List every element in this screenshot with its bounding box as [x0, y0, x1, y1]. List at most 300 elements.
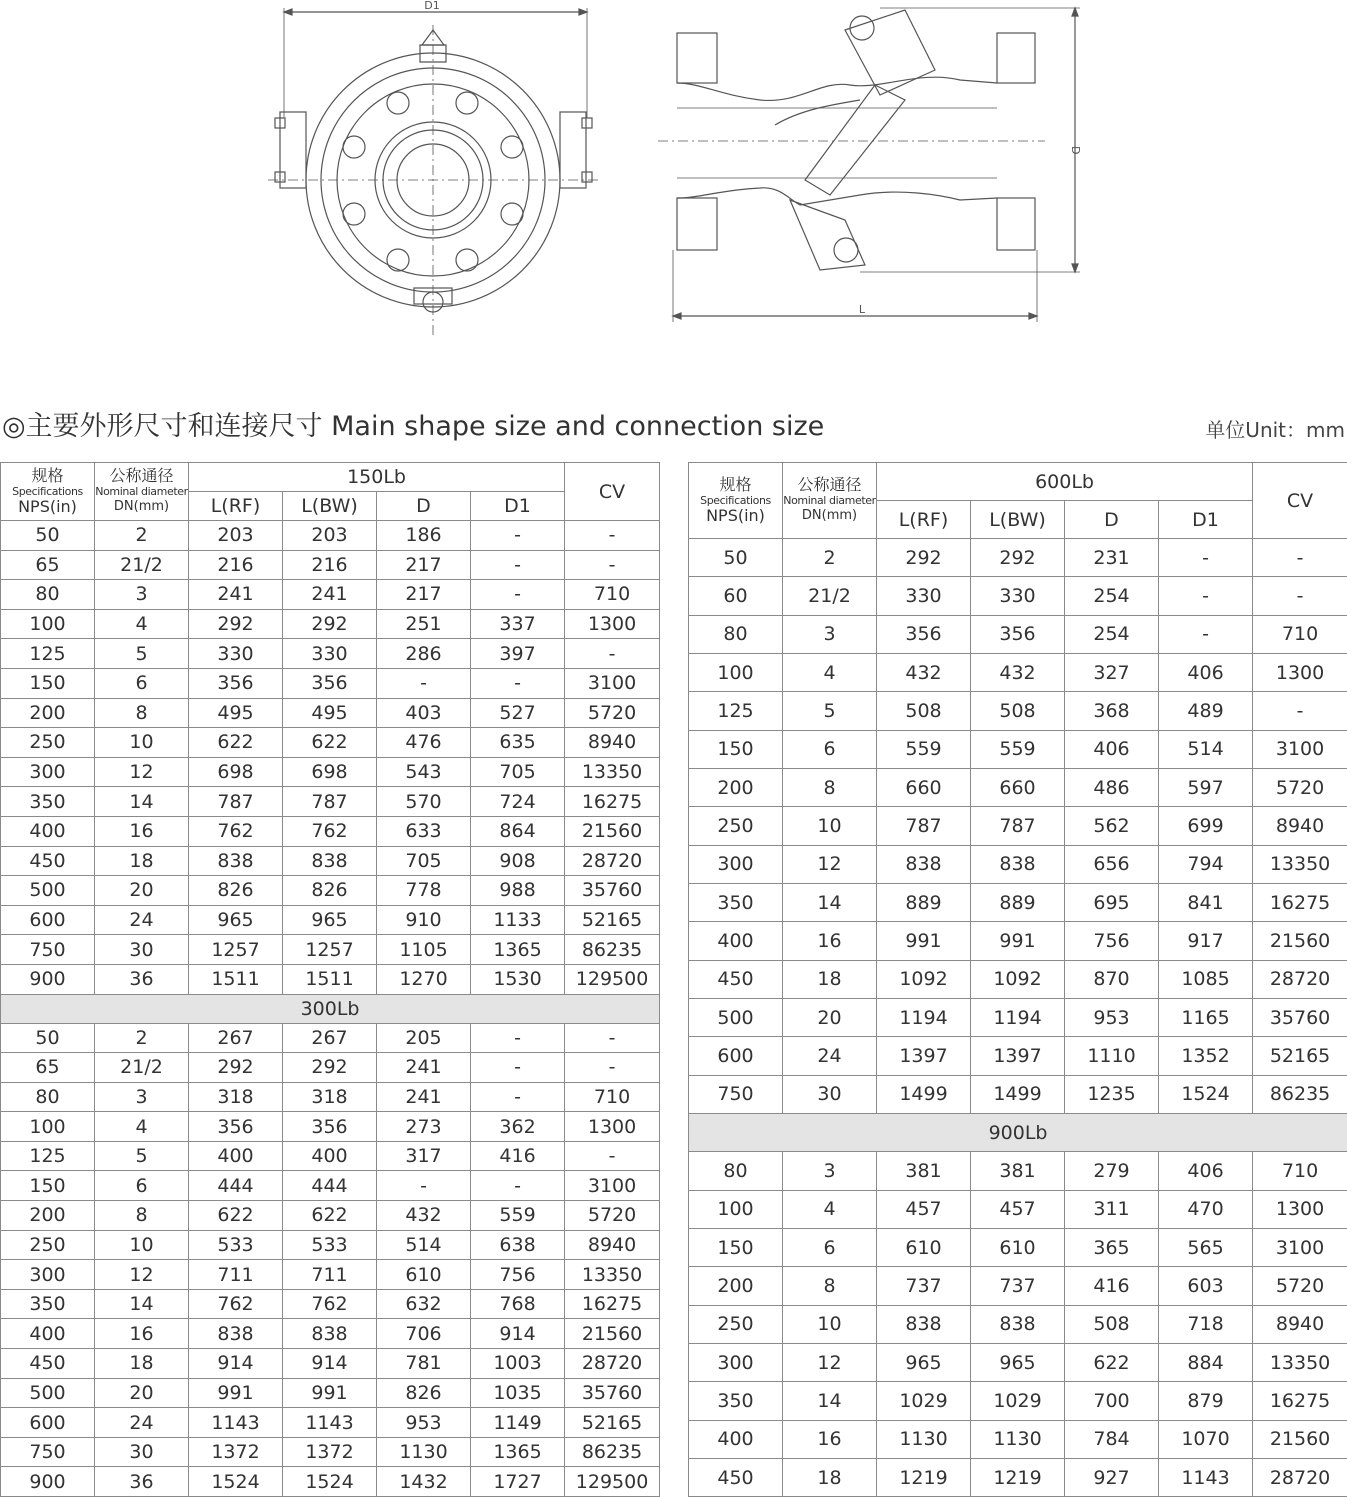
- cell-l-bw: 787: [971, 807, 1065, 845]
- table-row: [689, 922, 1347, 960]
- cell-l-bw: 400: [283, 1141, 377, 1171]
- cell-d1: 884: [1159, 1343, 1253, 1381]
- cell-l-rf: 711: [189, 1260, 283, 1290]
- cell-d: 781: [377, 1349, 471, 1379]
- cell-nps: 600: [689, 1037, 783, 1075]
- cell-cv: -: [565, 1023, 660, 1053]
- table-row: [689, 1458, 1347, 1496]
- cell-d: 1105: [377, 935, 471, 965]
- cell-dn: 21/2: [95, 550, 189, 580]
- cell-d1: 1365: [471, 1437, 565, 1467]
- cell-nps: 500: [1, 1378, 95, 1408]
- cell-dn: 30: [95, 935, 189, 965]
- cell-d1: 1727: [471, 1467, 565, 1497]
- cell-nps: 100: [1, 1112, 95, 1142]
- cell-dn: 12: [783, 845, 877, 883]
- cell-nps: 450: [1, 1349, 95, 1379]
- cell-nps: 150: [689, 730, 783, 768]
- cell-l-rf: 356: [189, 668, 283, 698]
- table-row: [1, 521, 660, 551]
- cell-l-bw: 1143: [283, 1408, 377, 1438]
- cell-cv: 710: [565, 580, 660, 610]
- cell-dn: 21/2: [95, 1053, 189, 1083]
- cell-cv: 28720: [565, 1349, 660, 1379]
- cell-d: 778: [377, 876, 471, 906]
- cell-cv: 129500: [565, 964, 660, 994]
- cell-d: 279: [1065, 1152, 1159, 1190]
- cell-nps: 300: [1, 757, 95, 787]
- table-row: [689, 1190, 1347, 1228]
- cell-l-rf: 267: [189, 1023, 283, 1053]
- cell-dn: 10: [95, 1230, 189, 1260]
- cell-l-bw: 698: [283, 757, 377, 787]
- cell-dn: 36: [95, 1467, 189, 1497]
- cell-d: 633: [377, 816, 471, 846]
- cell-l-rf: 203: [189, 521, 283, 551]
- cell-nps: 400: [1, 816, 95, 846]
- cell-cv: 35760: [565, 876, 660, 906]
- cell-cv: 21560: [565, 816, 660, 846]
- table-row: [1, 816, 660, 846]
- cell-d: 1432: [377, 1467, 471, 1497]
- cell-cv: 5720: [1253, 1267, 1347, 1305]
- cell-l-rf: 698: [189, 757, 283, 787]
- cell-d: 432: [377, 1201, 471, 1231]
- table-row: [689, 1037, 1347, 1075]
- cell-d1: -: [1159, 615, 1253, 653]
- cell-d1: -: [471, 1171, 565, 1201]
- cell-l-rf: 1219: [877, 1458, 971, 1496]
- cell-d: 251: [377, 609, 471, 639]
- cell-dn: 30: [95, 1437, 189, 1467]
- cell-d1: -: [471, 550, 565, 580]
- cell-d1: 756: [471, 1260, 565, 1290]
- cell-dn: 6: [783, 730, 877, 768]
- table-row: [689, 654, 1347, 692]
- table-row: [1, 580, 660, 610]
- cell-d1: 699: [1159, 807, 1253, 845]
- table-row: [689, 615, 1347, 653]
- cell-l-bw: 356: [283, 1112, 377, 1142]
- table-row: [1, 1082, 660, 1112]
- table-row: [689, 539, 1347, 577]
- cell-cv: 28720: [1253, 960, 1347, 998]
- cell-l-bw: 1511: [283, 964, 377, 994]
- cell-l-bw: 1257: [283, 935, 377, 965]
- front-view-drawing: [268, 0, 602, 335]
- cell-d: 254: [1065, 615, 1159, 653]
- cell-l-bw: 432: [971, 654, 1065, 692]
- cell-l-rf: 533: [189, 1230, 283, 1260]
- cell-d: 927: [1065, 1458, 1159, 1496]
- cell-l-rf: 356: [189, 1112, 283, 1142]
- cell-nps: 300: [689, 1343, 783, 1381]
- cell-d: 632: [377, 1289, 471, 1319]
- cell-l-rf: 991: [877, 922, 971, 960]
- cell-l-rf: 787: [189, 787, 283, 817]
- cell-d1: 1352: [1159, 1037, 1253, 1075]
- cell-l-bw: 559: [971, 730, 1065, 768]
- cell-d: 656: [1065, 845, 1159, 883]
- cell-dn: 4: [95, 609, 189, 639]
- cell-l-rf: 787: [877, 807, 971, 845]
- cell-l-bw: 292: [283, 609, 377, 639]
- cell-l-rf: 762: [189, 816, 283, 846]
- cell-d1: 1165: [1159, 999, 1253, 1037]
- cell-nps: 450: [689, 960, 783, 998]
- cell-d: 217: [377, 550, 471, 580]
- cell-d1: -: [471, 580, 565, 610]
- cell-nps: 250: [689, 1305, 783, 1343]
- cell-d: 1235: [1065, 1075, 1159, 1113]
- cell-cv: 86235: [565, 935, 660, 965]
- cell-d1: 864: [471, 816, 565, 846]
- cell-d: 273: [377, 1112, 471, 1142]
- cell-l-bw: 838: [283, 846, 377, 876]
- cell-dn: 6: [95, 1171, 189, 1201]
- cell-dn: 12: [95, 757, 189, 787]
- table-row: [1, 787, 660, 817]
- cell-cv: 5720: [565, 1201, 660, 1231]
- cell-cv: 1300: [1253, 654, 1347, 692]
- cell-nps: 300: [689, 845, 783, 883]
- cell-l-bw: 381: [971, 1152, 1065, 1190]
- cell-l-bw: 838: [971, 845, 1065, 883]
- cell-l-bw: 318: [283, 1082, 377, 1112]
- section-label: 300Lb: [1, 994, 660, 1023]
- cell-l-rf: 1372: [189, 1437, 283, 1467]
- cell-d: 756: [1065, 922, 1159, 960]
- cell-l-bw: 838: [971, 1305, 1065, 1343]
- cell-d: 286: [377, 639, 471, 669]
- cell-cv: -: [565, 1053, 660, 1083]
- header-d: D: [1065, 501, 1159, 539]
- table-row: [689, 1228, 1347, 1266]
- cell-cv: 8940: [1253, 807, 1347, 845]
- cell-cv: 1300: [565, 1112, 660, 1142]
- cell-d1: 724: [471, 787, 565, 817]
- cell-l-rf: 292: [877, 539, 971, 577]
- cell-l-rf: 292: [189, 1053, 283, 1083]
- cell-nps: 50: [1, 521, 95, 551]
- cell-cv: 52165: [565, 905, 660, 935]
- cell-nps: 750: [1, 935, 95, 965]
- cell-l-bw: 622: [283, 1201, 377, 1231]
- table-row: [1, 1112, 660, 1142]
- cell-dn: 18: [783, 1458, 877, 1496]
- cell-l-bw: 1092: [971, 960, 1065, 998]
- cell-d1: 397: [471, 639, 565, 669]
- cell-d1: -: [1159, 577, 1253, 615]
- cell-d: 317: [377, 1141, 471, 1171]
- cell-dn: 16: [783, 1420, 877, 1458]
- cell-d: 570: [377, 787, 471, 817]
- cell-l-bw: 1219: [971, 1458, 1065, 1496]
- cell-d: 622: [1065, 1343, 1159, 1381]
- cell-dn: 18: [783, 960, 877, 998]
- cell-cv: 13350: [565, 1260, 660, 1290]
- cell-l-rf: 1194: [877, 999, 971, 1037]
- cell-d1: 1085: [1159, 960, 1253, 998]
- cell-l-rf: 400: [189, 1141, 283, 1171]
- table-row: [1, 1053, 660, 1083]
- cell-l-rf: 1397: [877, 1037, 971, 1075]
- cell-l-rf: 495: [189, 698, 283, 728]
- cell-d1: -: [471, 1082, 565, 1112]
- cell-d1: 1035: [471, 1378, 565, 1408]
- spec-table-left: [0, 462, 660, 1497]
- cell-d1: 603: [1159, 1267, 1253, 1305]
- cell-d: 706: [377, 1319, 471, 1349]
- cell-l-rf: 1130: [877, 1420, 971, 1458]
- cell-l-rf: 1029: [877, 1382, 971, 1420]
- cell-d: 231: [1065, 539, 1159, 577]
- spec-table-right: [688, 462, 1347, 1497]
- cell-d1: 794: [1159, 845, 1253, 883]
- cell-l-bw: 495: [283, 698, 377, 728]
- cell-d1: 337: [471, 609, 565, 639]
- header-cv: CV: [565, 463, 660, 521]
- cell-l-bw: 330: [971, 577, 1065, 615]
- cell-l-bw: 1524: [283, 1467, 377, 1497]
- cell-l-rf: 241: [189, 580, 283, 610]
- table-row: [689, 1075, 1347, 1113]
- cell-l-rf: 318: [189, 1082, 283, 1112]
- cell-d1: 841: [1159, 884, 1253, 922]
- cell-d: 1270: [377, 964, 471, 994]
- cell-d: -: [377, 1171, 471, 1201]
- cell-l-bw: 1397: [971, 1037, 1065, 1075]
- cell-nps: 200: [1, 698, 95, 728]
- cell-l-rf: 330: [189, 639, 283, 669]
- cell-nps: 350: [689, 1382, 783, 1420]
- cell-d1: 1530: [471, 964, 565, 994]
- cell-nps: 900: [1, 1467, 95, 1497]
- cell-d: 365: [1065, 1228, 1159, 1266]
- cell-dn: 24: [95, 905, 189, 935]
- header-spec: 规格 Specifications NPS(in): [689, 463, 783, 539]
- table-row: [1, 905, 660, 935]
- cell-l-rf: 432: [877, 654, 971, 692]
- header-cv: CV: [1253, 463, 1347, 539]
- cell-l-rf: 559: [877, 730, 971, 768]
- cell-l-rf: 1143: [189, 1408, 283, 1438]
- cell-cv: -: [565, 550, 660, 580]
- cell-d1: 470: [1159, 1190, 1253, 1228]
- cell-l-bw: 1130: [971, 1420, 1065, 1458]
- cell-l-bw: 356: [283, 668, 377, 698]
- cell-cv: 8940: [565, 1230, 660, 1260]
- cell-cv: 52165: [1253, 1037, 1347, 1075]
- section-label: 900Lb: [689, 1114, 1347, 1152]
- cell-d1: 705: [471, 757, 565, 787]
- cell-dn: 20: [95, 1378, 189, 1408]
- cell-l-bw: 444: [283, 1171, 377, 1201]
- cell-nps: 150: [1, 668, 95, 698]
- cell-dn: 24: [783, 1037, 877, 1075]
- cell-nps: 80: [689, 615, 783, 653]
- front-d1-label: D1: [424, 0, 440, 12]
- cell-dn: 5: [95, 639, 189, 669]
- cell-d: 241: [377, 1082, 471, 1112]
- cell-cv: 16275: [565, 1289, 660, 1319]
- cell-l-rf: 965: [189, 905, 283, 935]
- header-d1: D1: [1159, 501, 1253, 539]
- cell-l-bw: 838: [283, 1319, 377, 1349]
- cell-d: 327: [1065, 654, 1159, 692]
- header-class: 150Lb: [189, 463, 565, 492]
- header-l-bw: L(BW): [971, 501, 1065, 539]
- cell-cv: 129500: [565, 1467, 660, 1497]
- cell-nps: 500: [689, 999, 783, 1037]
- cell-nps: 750: [689, 1075, 783, 1113]
- cell-cv: -: [1253, 577, 1347, 615]
- header-d: D: [377, 492, 471, 521]
- cell-cv: 710: [565, 1082, 660, 1112]
- cell-cv: -: [565, 521, 660, 551]
- cell-d1: 1003: [471, 1349, 565, 1379]
- cell-l-bw: 356: [971, 615, 1065, 653]
- table-row: [1, 550, 660, 580]
- cell-d1: -: [471, 1023, 565, 1053]
- cell-dn: 6: [95, 668, 189, 698]
- cell-dn: 5: [95, 1141, 189, 1171]
- cell-dn: 3: [95, 580, 189, 610]
- table-row: [1, 1349, 660, 1379]
- table-row: [1, 1171, 660, 1201]
- cell-dn: 10: [95, 728, 189, 758]
- cell-l-rf: 889: [877, 884, 971, 922]
- table-row: [1, 846, 660, 876]
- cell-l-bw: 787: [283, 787, 377, 817]
- cell-cv: 86235: [1253, 1075, 1347, 1113]
- cell-nps: 50: [1, 1023, 95, 1053]
- cell-l-rf: 610: [877, 1228, 971, 1266]
- cell-dn: 10: [783, 1305, 877, 1343]
- table-row: [1, 1378, 660, 1408]
- cell-d: 700: [1065, 1382, 1159, 1420]
- cell-l-rf: 444: [189, 1171, 283, 1201]
- cell-l-rf: 762: [189, 1289, 283, 1319]
- table-row: [1, 1467, 660, 1497]
- cell-dn: 3: [783, 615, 877, 653]
- cell-d1: 597: [1159, 769, 1253, 807]
- cell-cv: 3100: [1253, 1228, 1347, 1266]
- cell-dn: 8: [95, 1201, 189, 1231]
- table-row: [1, 1408, 660, 1438]
- cell-dn: 12: [783, 1343, 877, 1381]
- cell-d1: 514: [1159, 730, 1253, 768]
- cell-nps: 450: [689, 1458, 783, 1496]
- cell-d: 217: [377, 580, 471, 610]
- cell-d1: 1133: [471, 905, 565, 935]
- cell-l-rf: 1092: [877, 960, 971, 998]
- cell-l-bw: 1194: [971, 999, 1065, 1037]
- cell-l-rf: 381: [877, 1152, 971, 1190]
- table-row: [1, 698, 660, 728]
- cell-dn: 2: [95, 1023, 189, 1053]
- cell-dn: 20: [783, 999, 877, 1037]
- cell-dn: 36: [95, 964, 189, 994]
- cell-nps: 125: [689, 692, 783, 730]
- cell-d1: 559: [471, 1201, 565, 1231]
- table-row: [689, 1267, 1347, 1305]
- cell-nps: 600: [1, 1408, 95, 1438]
- cell-l-rf: 508: [877, 692, 971, 730]
- cell-nps: 300: [1, 1260, 95, 1290]
- cell-nps: 100: [1, 609, 95, 639]
- cell-l-bw: 330: [283, 639, 377, 669]
- table-row: [1, 1201, 660, 1231]
- cell-dn: 4: [95, 1112, 189, 1142]
- cell-d: 705: [377, 846, 471, 876]
- table-row: [1, 1023, 660, 1053]
- cell-cv: 8940: [1253, 1305, 1347, 1343]
- cell-d1: 1143: [1159, 1458, 1253, 1496]
- cell-dn: 18: [95, 1349, 189, 1379]
- cell-cv: 21560: [1253, 1420, 1347, 1458]
- cell-d: 784: [1065, 1420, 1159, 1458]
- cell-nps: 400: [689, 922, 783, 960]
- table-row: [689, 577, 1347, 615]
- cell-d: 368: [1065, 692, 1159, 730]
- cell-cv: 35760: [565, 1378, 660, 1408]
- cell-cv: 13350: [1253, 1343, 1347, 1381]
- cell-nps: 65: [1, 1053, 95, 1083]
- table-row: [1, 935, 660, 965]
- cell-dn: 8: [783, 1267, 877, 1305]
- cell-nps: 750: [1, 1437, 95, 1467]
- cell-d1: -: [471, 521, 565, 551]
- cell-l-bw: 241: [283, 580, 377, 610]
- cell-d1: 988: [471, 876, 565, 906]
- cell-l-rf: 838: [189, 1319, 283, 1349]
- cell-d1: 1365: [471, 935, 565, 965]
- cell-d: 254: [1065, 577, 1159, 615]
- cell-dn: 2: [783, 539, 877, 577]
- table-row: [689, 884, 1347, 922]
- cell-l-rf: 1257: [189, 935, 283, 965]
- cell-nps: 350: [689, 884, 783, 922]
- cell-l-rf: 838: [877, 845, 971, 883]
- cell-cv: 3100: [1253, 730, 1347, 768]
- cell-d1: 638: [471, 1230, 565, 1260]
- cell-dn: 14: [95, 787, 189, 817]
- cell-cv: 21560: [565, 1319, 660, 1349]
- cell-l-bw: 965: [971, 1343, 1065, 1381]
- table-row: [689, 1382, 1347, 1420]
- cell-l-bw: 762: [283, 1289, 377, 1319]
- cell-cv: -: [1253, 692, 1347, 730]
- cell-cv: 13350: [1253, 845, 1347, 883]
- cell-l-bw: 826: [283, 876, 377, 906]
- cell-cv: 16275: [1253, 884, 1347, 922]
- table-row: [1, 609, 660, 639]
- cell-d: 486: [1065, 769, 1159, 807]
- cell-nps: 200: [689, 1267, 783, 1305]
- table-row: [1, 1260, 660, 1290]
- cell-dn: 3: [783, 1152, 877, 1190]
- table-left-body: [1, 521, 660, 1497]
- cell-l-bw: 610: [971, 1228, 1065, 1266]
- cell-nps: 500: [1, 876, 95, 906]
- cell-l-bw: 1499: [971, 1075, 1065, 1113]
- cell-d1: 635: [471, 728, 565, 758]
- cell-d1: 362: [471, 1112, 565, 1142]
- cell-d: 610: [377, 1260, 471, 1290]
- cell-l-bw: 965: [283, 905, 377, 935]
- cell-dn: 3: [95, 1082, 189, 1112]
